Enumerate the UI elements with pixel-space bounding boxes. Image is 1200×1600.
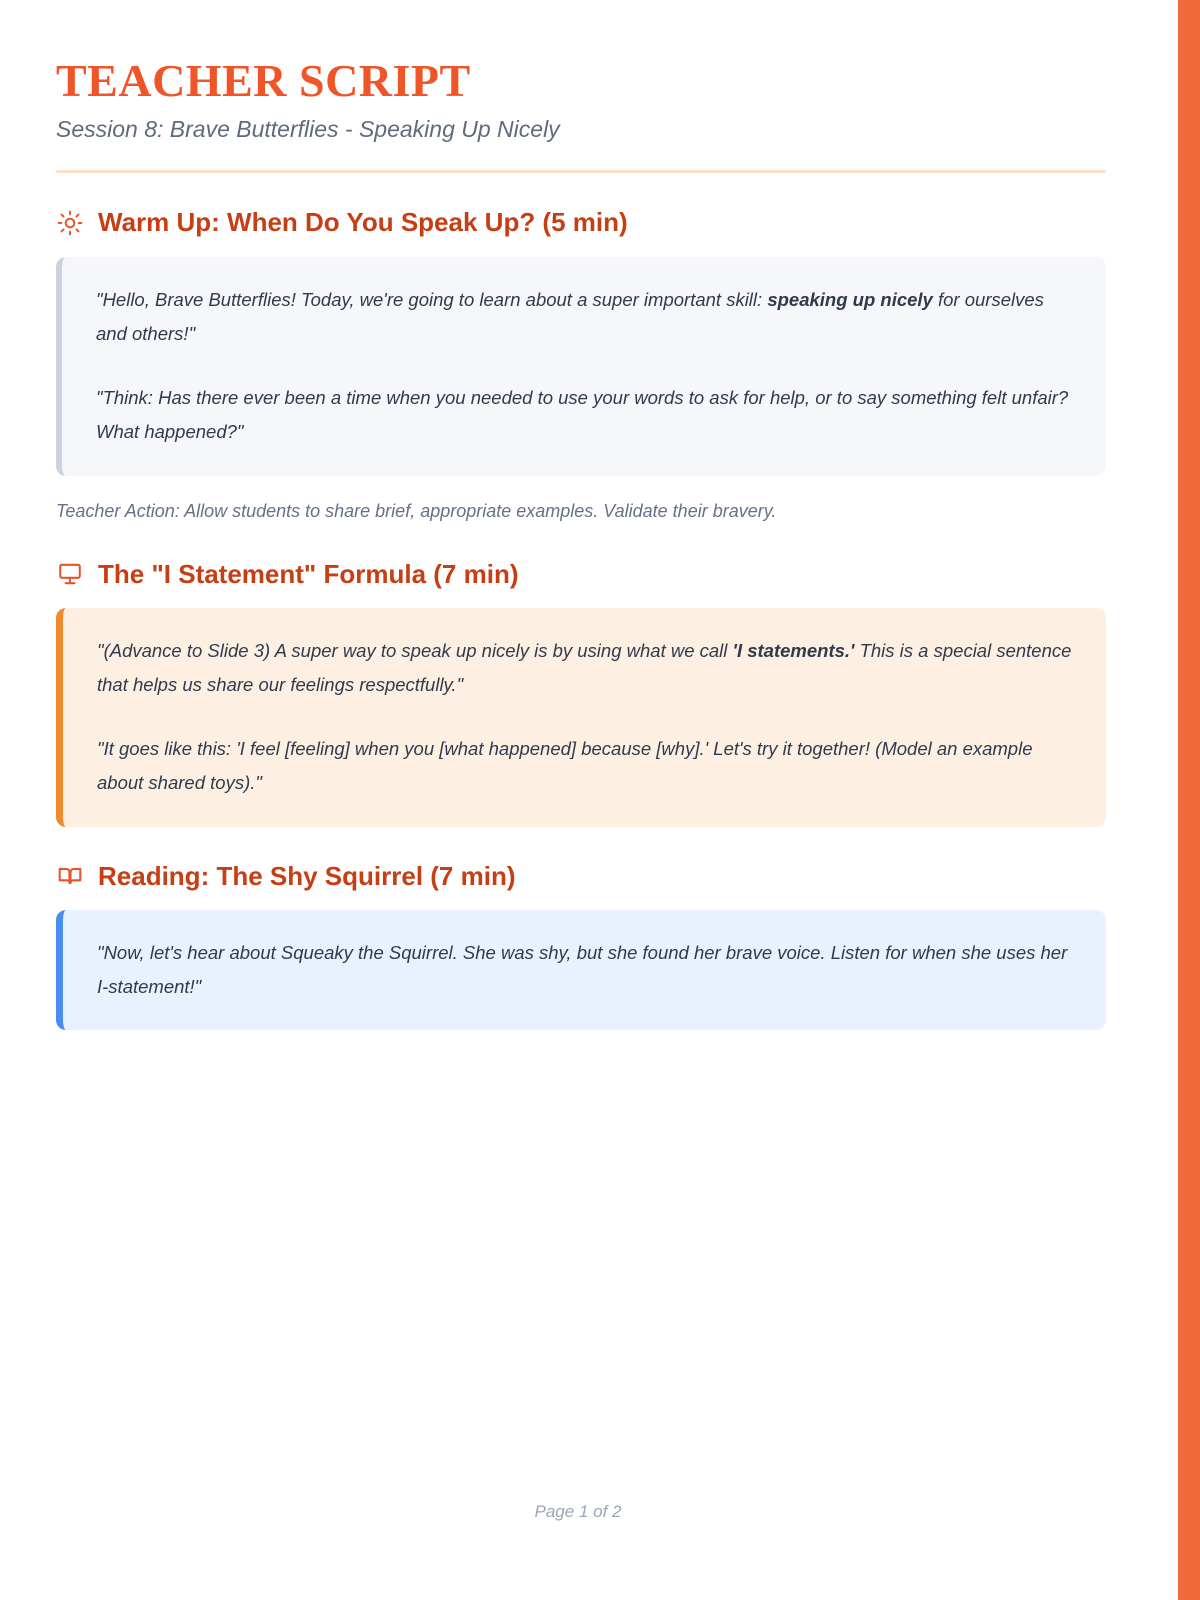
teacher-action-note: Teacher Action: Allow students to share brief, appropriate examples. Validate their bravery. <box>56 500 777 521</box>
paragraph-text: "Now, let's hear about Squeaky the Squirrel. She was shy, but she found her brave voice. Listen for when she uses her I-statement!" <box>97 941 1068 998</box>
script-paragraph <box>96 381 1072 449</box>
script-section <box>56 207 1106 524</box>
presentation-screen-icon <box>56 560 84 588</box>
sections-container <box>56 207 1106 1030</box>
open-book-icon <box>56 862 84 890</box>
paragraph-text: for ourselves and others!" <box>96 288 1044 344</box>
sun-icon <box>56 209 84 237</box>
paragraph-text: "Think: Has there ever been a time when you needed to use your words to ask for help, or to say something felt unfair? What happened?" <box>96 387 1069 443</box>
section-header <box>56 207 1106 238</box>
section-title: Reading: The Shy Squirrel (7 min) <box>98 860 516 891</box>
emphasis-text: speaking up nicely <box>767 288 933 310</box>
script-paragraph <box>96 283 1072 351</box>
script-paragraph <box>97 634 1072 702</box>
page-subtitle: Session 8: Brave Butterflies - Speaking Up Nicely <box>56 115 560 142</box>
paragraph-text: "It goes like this: 'I feel [feeling] when you [what happened] because [why].' Let's try it together! (Model an example about shared toys)." <box>97 738 1033 794</box>
script-callout <box>56 608 1106 827</box>
paragraph-text: This is a special sentence that helps us share our feelings respectfully." <box>97 639 1072 695</box>
script-paragraph <box>97 732 1072 800</box>
right-accent-rail <box>1178 0 1200 1600</box>
section-title: The "I Statement" Formula (7 min) <box>98 558 519 589</box>
page-title: TEACHER SCRIPT <box>56 55 471 106</box>
title-divider <box>56 170 1106 173</box>
script-section <box>56 861 1106 1031</box>
section-header <box>56 861 1106 892</box>
paragraph-text: "(Advance to Slide 3) A super way to speak up nicely is by using what we call <box>97 639 733 661</box>
section-header <box>56 559 1106 590</box>
script-callout <box>56 910 1106 1030</box>
section-title: Warm Up: When Do You Speak Up? (5 min) <box>98 207 628 238</box>
paragraph-text: "Hello, Brave Butterflies! Today, we're going to learn about a super important skill: <box>96 288 768 310</box>
script-callout <box>56 257 1106 476</box>
script-paragraph <box>97 936 1072 1004</box>
script-section <box>56 559 1106 827</box>
emphasis-text: 'I statements.' <box>732 639 855 661</box>
page-footer: Page 1 of 2 <box>534 1502 622 1521</box>
